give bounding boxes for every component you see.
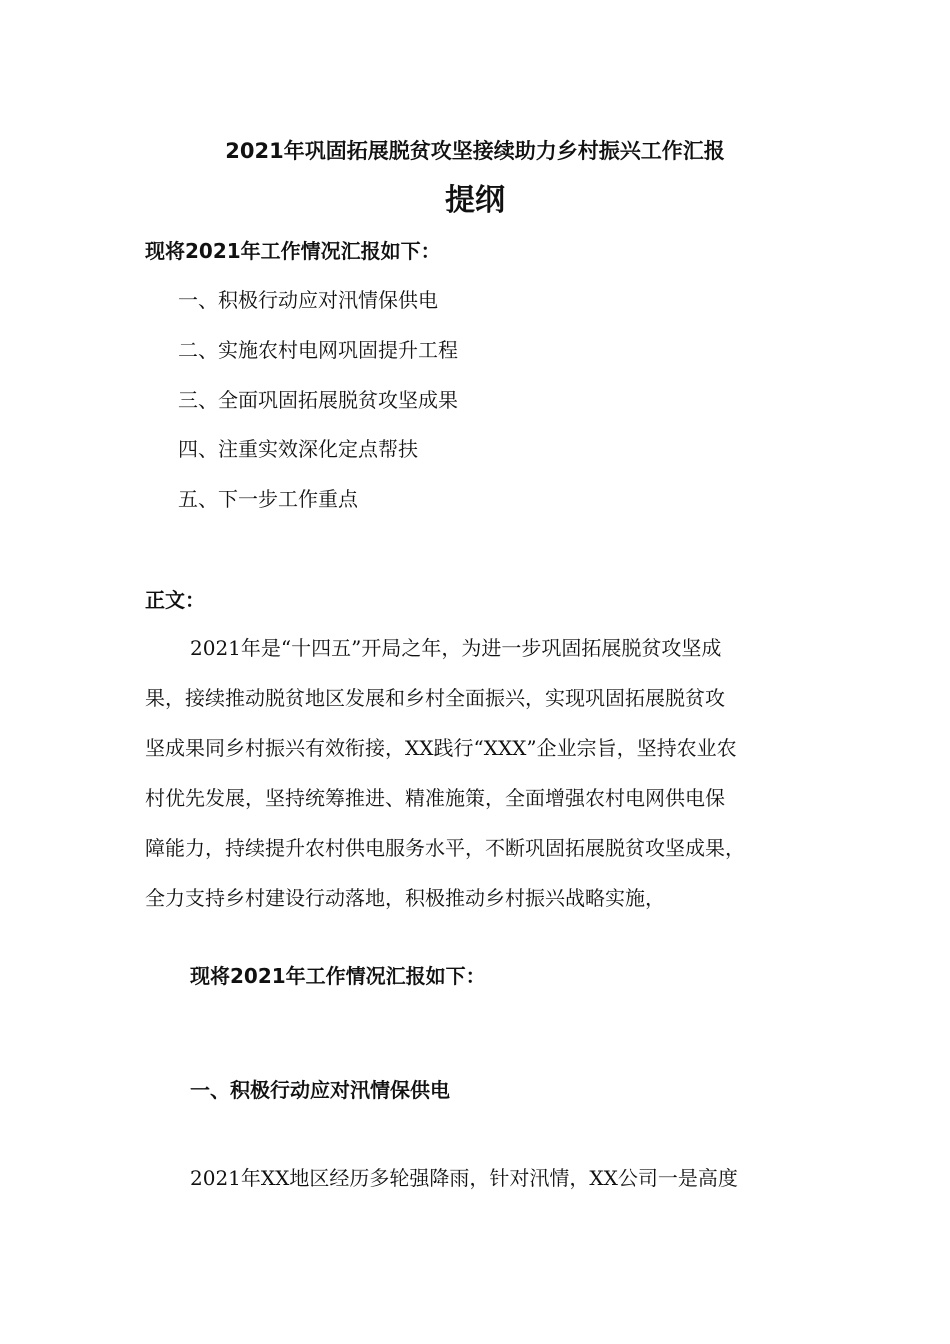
section-text: 2021年XX地区经历多轮强降雨，针对汛情，XX公司一是高度	[190, 1166, 738, 1190]
paragraph-line: 障能力，持续提升农村供电服务水平，不断巩固拓展脱贫攻坚成果，	[145, 836, 745, 860]
outline-item: 二、实施农村电网巩固提升工程	[178, 338, 458, 362]
paragraph-line: 果，接续推动脱贫地区发展和乡村全面振兴，实现巩固拓展脱贫攻	[145, 686, 725, 710]
outline-item: 五、下一步工作重点	[178, 487, 358, 511]
outline-item: 三、全面巩固拓展脱贫攻坚成果	[178, 388, 458, 412]
body-heading: 正文：	[145, 588, 205, 612]
paragraph-line: 村优先发展，坚持统筹推进、精准施策，全面增强农村电网供电保	[145, 786, 725, 810]
intro-heading: 现将2021年工作情况汇报如下：	[145, 239, 441, 263]
paragraph-line: 2021年是“十四五”开局之年，为进一步巩固拓展脱贫攻坚成	[190, 636, 722, 660]
section-heading: 一、积极行动应对汛情保供电	[190, 1078, 450, 1102]
outline-item: 四、注重实效深化定点帮扶	[178, 437, 418, 461]
paragraph-line: 坚成果同乡村振兴有效衔接，XX践行“XXX”企业宗旨，坚持农业农	[145, 736, 737, 760]
document-subtitle: 提纲	[445, 183, 505, 218]
document-title: 2021年巩固拓展脱贫攻坚接续助力乡村振兴工作汇报	[225, 139, 725, 163]
paragraph-line: 全力支持乡村建设行动落地，积极推动乡村振兴战略实施，	[145, 886, 665, 910]
report-heading: 现将2021年工作情况汇报如下：	[190, 964, 486, 988]
outline-item: 一、积极行动应对汛情保供电	[178, 288, 438, 312]
